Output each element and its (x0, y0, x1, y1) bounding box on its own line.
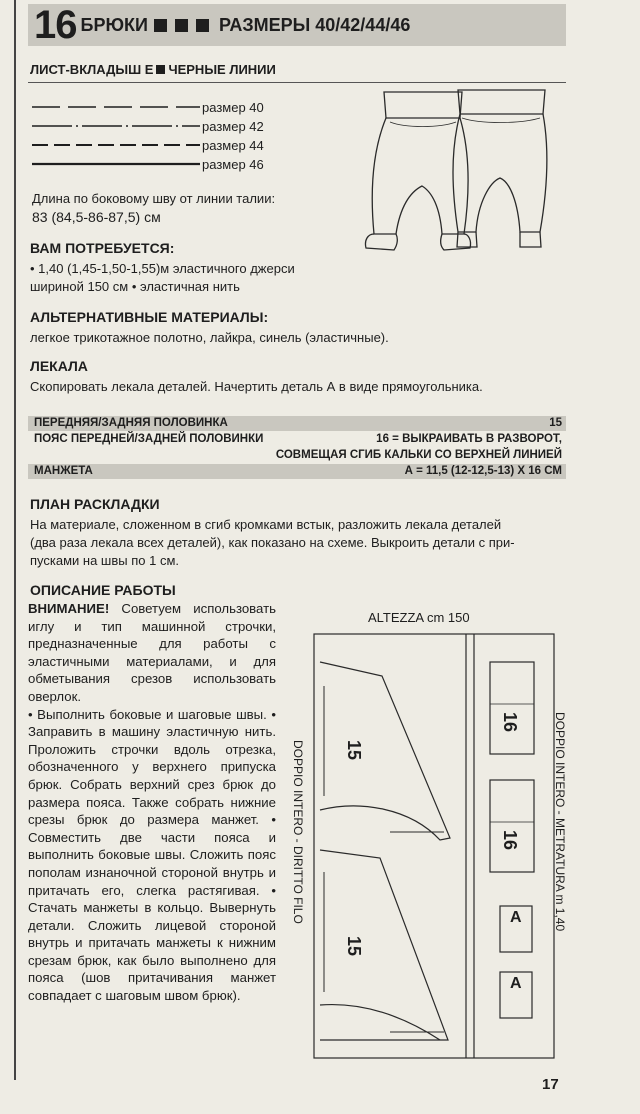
cutting-piece-cuff: МАНЖЕТА (34, 465, 93, 477)
title-bar (28, 4, 566, 46)
line-dash-dot-icon (32, 122, 200, 130)
layout-plan-text: (два раза лекала всех деталей), как показано на схеме. Выкроить детали с при- (30, 535, 515, 550)
layout-plan-heading: ПЛАН РАСКЛАДКИ (30, 496, 160, 512)
square-bullet-icon (154, 19, 167, 32)
legend-row-46 (32, 155, 264, 173)
alternatives-text: легкое трикотажное полотно, лайкра, синель (эластичные). (30, 330, 389, 345)
margin-rule (14, 0, 16, 1080)
cutting-piece-waistband: ПОЯС ПЕРЕДНЕЙ/ЗАДНЕЙ ПОЛОВИНКИ (34, 433, 264, 445)
layout-plan-text: пусками на швы по 1 см. (30, 553, 179, 568)
requirements-line: • 1,40 (1,45-1,50-1,55)м эластичного джерси (30, 261, 295, 276)
cutting-cuff-size: А = 11,5 (12-12,5-13) Х 16 СМ (404, 465, 562, 477)
square-bullet-icon (156, 65, 165, 74)
insert-sheet-line (30, 62, 276, 77)
line-dash-long-icon (32, 103, 200, 111)
model-number: 16 (34, 2, 77, 47)
side-length-value: 83 (84,5-86-87,5) см (32, 209, 161, 225)
piece-a-label: A (510, 975, 522, 992)
cutting-piece-number: 15 (549, 417, 562, 429)
piece-16-label: 16 (500, 830, 520, 851)
legend-row-44 (32, 136, 264, 154)
piece-16-label: 16 (500, 712, 520, 733)
square-bullet-icon (175, 19, 188, 32)
legend-label: размер 40 (202, 99, 264, 115)
piece-15-label: 15 (344, 740, 364, 761)
model-sizes: РАЗМЕРЫ 40/42/44/46 (218, 14, 411, 35)
requirements-heading: ВАМ ПОТРЕБУЕТСЯ: (30, 240, 175, 256)
cutting-instruction: СОВМЕЩАЯ СГИБ КАЛЬКИ СО ВЕРХНЕЙ ЛИНИЕЙ (275, 449, 562, 461)
model-label: БРЮКИ (80, 14, 148, 35)
fold-yardage-label: DOPPIO INTERO - METRATURA m 1,40 (553, 712, 567, 932)
fold-grain-label: DOPPIO INTERO - DIRITTO FILO (291, 740, 305, 924)
line-solid-icon (32, 160, 200, 168)
requirements-line: шириной 150 см • эластичная нить (30, 279, 240, 294)
piece-15-label: 15 (344, 936, 364, 957)
work-paragraph: • Выполнить боковые и шаговые швы. • Заправить в машину эластичную нить. Проложить строчки вдоль отрезка, обозначенного у верхнего припуска брюк. Собрать верхний срез брюк до размера пояса. Также собрать нижние срезы брюк до размера манжет. • Совместить две части пояса и выполнить боковые швы. Сложить пояс пополам изнаночной стороной внутрь и притачать его, слегка растягивая. • Стачать манжеты в кольцо. Вывернуть детали. Сложить лицевой стороной внутрь и притачать манжеты к нижним срезам брюк, как было выполнено для пояса (шов притачивания манжет совпадает с шаговым швом брюк). (28, 706, 276, 1004)
patterns-text: Скопировать лекала деталей. Начертить деталь А в виде прямоугольника. (30, 379, 483, 394)
work-heading: ОПИСАНИЕ РАБОТЫ (30, 582, 176, 598)
legend-row-42 (32, 117, 264, 135)
legend-label: размер 46 (202, 156, 264, 172)
cutting-instruction: 16 = ВЫКРАИВАТЬ В РАЗВОРОТ, (376, 433, 562, 445)
patterns-heading: ЛЕКАЛА (30, 358, 88, 374)
line-color-label: ЧЕРНЫЕ ЛИНИИ (168, 62, 276, 77)
cutting-piece-front-back: ПЕРЕДНЯЯ/ЗАДНЯЯ ПОЛОВИНКА (34, 417, 228, 429)
trousers-illustration (350, 82, 565, 262)
work-paragraph: Советуем использовать иглу и тип машинной строчки, предназначенные для работы с эластичными материалами, и для обметывания срезов использовать оверлок. (28, 601, 276, 704)
insert-sheet-label: ЛИСТ-ВКЛАДЫШ Е (30, 62, 154, 77)
line-dashed-icon (32, 141, 200, 149)
legend-row-40 (32, 98, 264, 116)
piece-a-label: A (510, 909, 522, 926)
layout-diagram (290, 600, 590, 1080)
alternatives-heading: АЛЬТЕРНАТИВНЫЕ МАТЕРИАЛЫ: (30, 309, 269, 325)
legend-label: размер 44 (202, 137, 264, 153)
legend-label: размер 42 (202, 118, 264, 134)
work-description (28, 600, 276, 1005)
attention-label: ВНИМАНИЕ! (28, 601, 110, 616)
layout-plan-text: На материале, сложенном в сгиб кромками встык, разложить лекала деталей (30, 517, 502, 532)
fabric-width-label: ALTEZZA cm 150 (368, 610, 470, 625)
square-bullet-icon (196, 19, 209, 32)
side-length-label: Длина по боковому шву от линии талии: (32, 191, 276, 206)
page-number: 17 (542, 1076, 559, 1093)
